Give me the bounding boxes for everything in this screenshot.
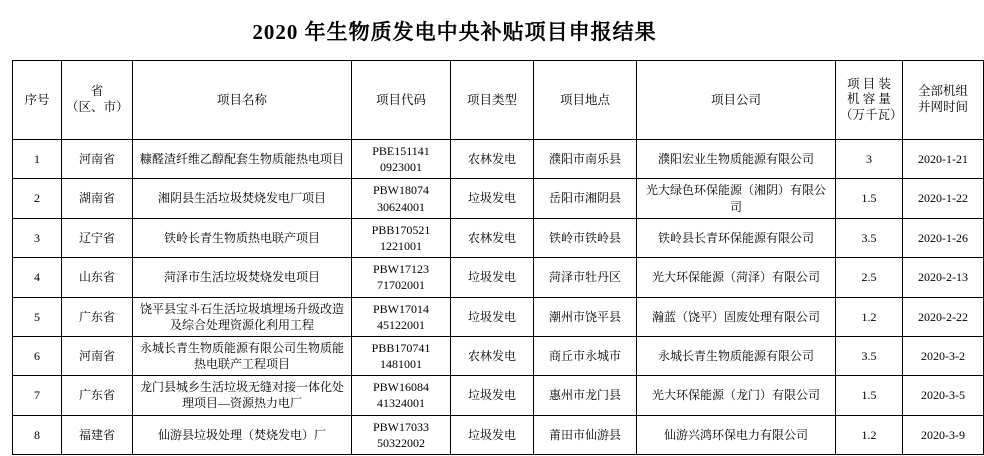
table-row — [13, 297, 984, 336]
column-header-capacity-line2: 机 容 量 — [847, 92, 891, 107]
cell-project-type: 垃圾发电 — [451, 297, 534, 336]
cell-project-location: 铁岭市铁岭县 — [534, 218, 637, 257]
column-header-grid-date-line1: 全部机组 — [917, 84, 968, 99]
table-body — [13, 140, 984, 455]
cell-project-company: 永城长青生物质能源有限公司 — [637, 336, 836, 375]
column-header-project-location: 项目地点 — [534, 61, 637, 140]
cell-project-code-line1: PBE151141 — [372, 144, 430, 158]
column-header-seq: 序号 — [13, 61, 62, 140]
cell-project-code-line2: 0923001 — [380, 160, 422, 175]
cell-seq: 6 — [13, 336, 62, 375]
cell-project-code-line2: 41324001 — [377, 396, 425, 411]
column-header-grid-date-line2: 并网时间 — [917, 100, 968, 114]
subsidy-results-table — [12, 60, 984, 455]
table-row — [13, 376, 984, 415]
cell-grid-date: 2020-1-21 — [903, 140, 984, 179]
cell-project-code-line1: PBW17033 — [372, 419, 429, 434]
cell-project-code — [352, 297, 451, 336]
cell-province: 河南省 — [62, 336, 133, 375]
cell-project-type: 垃圾发电 — [451, 415, 534, 454]
column-header-capacity-line1: 项 目 装 — [847, 76, 891, 91]
cell-capacity: 2.5 — [836, 258, 903, 297]
cell-province: 广东省 — [62, 376, 133, 415]
cell-project-location: 商丘市永城市 — [534, 336, 637, 375]
cell-capacity: 3.5 — [836, 218, 903, 257]
cell-project-name: 铁岭长青生物质热电联产项目 — [133, 218, 352, 257]
cell-capacity: 1.5 — [836, 179, 903, 218]
table-row — [13, 336, 984, 375]
table-header — [13, 61, 984, 140]
cell-project-code-line1: PBB170521 — [371, 222, 431, 237]
cell-project-company: 濮阳宏业生物质能源有限公司 — [637, 140, 836, 179]
cell-grid-date: 2020-3-9 — [903, 415, 984, 454]
table-row — [13, 258, 984, 297]
cell-project-type: 垃圾发电 — [451, 179, 534, 218]
cell-project-location: 岳阳市湘阴县 — [534, 179, 637, 218]
column-header-project-code: 项目代码 — [352, 61, 451, 140]
cell-project-type: 垃圾发电 — [451, 258, 534, 297]
table-row — [13, 415, 984, 454]
cell-project-code — [352, 140, 451, 179]
column-header-province — [62, 61, 133, 140]
cell-seq: 8 — [13, 415, 62, 454]
cell-project-name: 龙门县城乡生活垃圾无缝对接一体化处理项目—资源热力电厂 — [133, 376, 352, 415]
cell-province: 湖南省 — [62, 179, 133, 218]
cell-project-location: 菏泽市牡丹区 — [534, 258, 637, 297]
cell-capacity: 3.5 — [836, 336, 903, 375]
cell-project-location: 莆田市仙游县 — [534, 415, 637, 454]
cell-grid-date: 2020-2-22 — [903, 297, 984, 336]
cell-project-location: 濮阳市南乐县 — [534, 140, 637, 179]
cell-seq: 4 — [13, 258, 62, 297]
column-header-province-line1: 省 — [90, 84, 104, 99]
cell-project-type: 农林发电 — [451, 140, 534, 179]
cell-grid-date: 2020-3-2 — [903, 336, 984, 375]
cell-grid-date: 2020-1-26 — [903, 218, 984, 257]
cell-project-code — [352, 376, 451, 415]
cell-province: 山东省 — [62, 258, 133, 297]
column-header-project-type: 项目类型 — [451, 61, 534, 140]
cell-project-code-line2: 1481001 — [380, 357, 422, 372]
cell-grid-date: 2020-3-5 — [903, 376, 984, 415]
cell-capacity: 1.2 — [836, 415, 903, 454]
cell-project-code-line1: PBW18074 — [372, 183, 429, 198]
table-header-row — [13, 61, 984, 140]
cell-seq: 2 — [13, 179, 62, 218]
page-title: 2020 年生物质发电中央补贴项目申报结果 — [252, 20, 657, 44]
cell-capacity: 3 — [836, 140, 903, 179]
table-row — [13, 218, 984, 257]
cell-seq: 1 — [13, 140, 62, 179]
cell-capacity: 1.2 — [836, 297, 903, 336]
cell-seq: 7 — [13, 376, 62, 415]
cell-project-code-line1: PBW16084 — [372, 380, 429, 395]
cell-project-company: 铁岭县长青环保能源有限公司 — [637, 218, 836, 257]
cell-project-code — [352, 415, 451, 454]
cell-province: 河南省 — [62, 140, 133, 179]
cell-project-name: 菏泽市生活垃圾焚烧发电项目 — [133, 258, 352, 297]
cell-project-company: 仙游兴鸿环保电力有限公司 — [637, 415, 836, 454]
cell-project-code-line1: PBW17123 — [372, 262, 429, 277]
cell-project-company: 光大环保能源（菏泽）有限公司 — [637, 258, 836, 297]
cell-project-type: 垃圾发电 — [451, 376, 534, 415]
cell-province: 广东省 — [62, 297, 133, 336]
cell-grid-date: 2020-1-22 — [903, 179, 984, 218]
cell-project-name: 糠醛渣纤维乙醇配套生物质能热电项目 — [133, 140, 352, 179]
cell-project-type: 农林发电 — [451, 218, 534, 257]
column-header-grid-date — [903, 61, 984, 140]
cell-project-code-line2: 1221001 — [380, 238, 422, 253]
cell-project-code-line2: 45122001 — [377, 317, 425, 332]
cell-project-code — [352, 218, 451, 257]
cell-project-company: 瀚蓝（饶平）固废处理有限公司 — [637, 297, 836, 336]
cell-capacity: 1.5 — [836, 376, 903, 415]
cell-project-name: 湘阴县生活垃圾焚烧发电厂项目 — [133, 179, 352, 218]
cell-project-name: 永城长青生物质能源有限公司生物质能热电联产工程项目 — [133, 336, 352, 375]
table-row — [13, 179, 984, 218]
cell-project-code-line2: 50322002 — [377, 435, 425, 450]
table-row — [13, 140, 984, 179]
column-header-project-name: 项目名称 — [133, 61, 352, 140]
cell-project-name: 饶平县宝斗石生活垃圾填埋场升级改造及综合处理资源化利用工程 — [133, 297, 352, 336]
column-header-capacity — [836, 61, 903, 140]
cell-project-code-line1: PBW17014 — [372, 301, 429, 316]
cell-project-code-line2: 30624001 — [377, 199, 425, 214]
cell-seq: 5 — [13, 297, 62, 336]
column-header-project-company: 项目公司 — [637, 61, 836, 140]
cell-project-type: 农林发电 — [451, 336, 534, 375]
cell-seq: 3 — [13, 218, 62, 257]
cell-project-code — [352, 258, 451, 297]
cell-province: 辽宁省 — [62, 218, 133, 257]
cell-project-company: 光大绿色环保能源（湘阴）有限公司 — [637, 179, 836, 218]
cell-province: 福建省 — [62, 415, 133, 454]
cell-project-name: 仙游县垃圾处理（焚烧发电）厂 — [133, 415, 352, 454]
cell-project-code-line2: 71702001 — [377, 278, 425, 293]
cell-project-code — [352, 336, 451, 375]
cell-project-location: 惠州市龙门县 — [534, 376, 637, 415]
cell-project-code-line1: PBB170741 — [371, 340, 431, 355]
cell-grid-date: 2020-2-13 — [903, 258, 984, 297]
cell-project-location: 潮州市饶平县 — [534, 297, 637, 336]
column-header-capacity-line3: （万千瓦） — [840, 107, 903, 122]
cell-project-company: 光大环保能源（龙门）有限公司 — [637, 376, 836, 415]
table-container — [0, 60, 968, 455]
cell-project-code — [352, 179, 451, 218]
column-header-province-line2: （区、市） — [66, 100, 129, 114]
